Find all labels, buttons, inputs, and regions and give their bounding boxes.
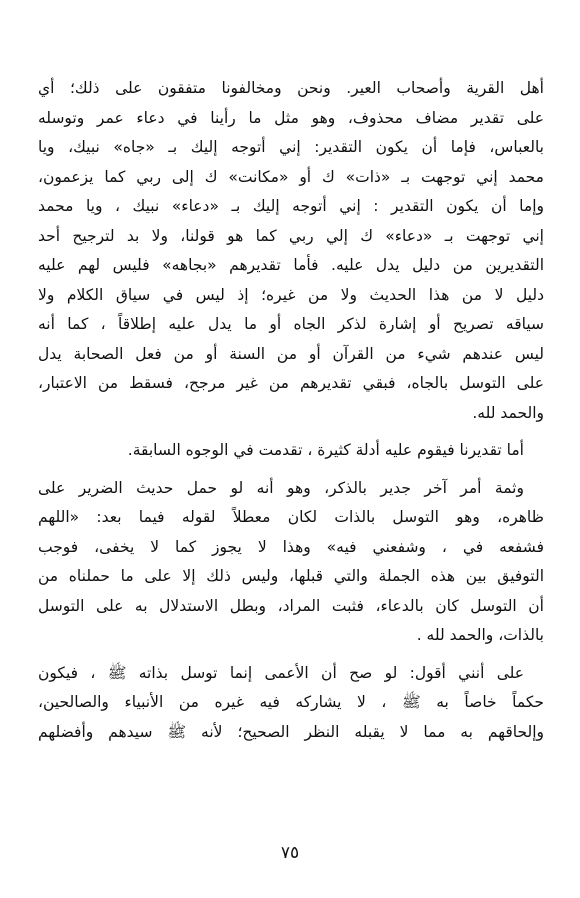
text-line: وإلحاقهم به مما لا يقبله النظر الصحيح؛ لأنه ﷺ سيدهم وأفضلهم: [38, 722, 544, 741]
text-line: إني توجهت بـ «دعاء» ك إلي ربي كما هو قولنا، ولا بد لترجيح أحد: [38, 226, 544, 245]
text-line: أما تقديرنا فيقوم عليه أدلة كثيرة ، تقدمت في الوجوه السابقة.: [127, 441, 524, 459]
text-line: أهل القرية وأصحاب العير. ونحن ومخالفونا متفقون على ذلك؛ أي: [38, 79, 544, 97]
text-line: والحمد لله.: [472, 403, 544, 422]
page-number: ٧٥: [280, 843, 300, 863]
paragraph-3: [38, 474, 544, 651]
text-line: بالذات، والحمد لله .: [416, 626, 544, 644]
text-line: دليل لا من هذا الحديث ولا من غيره؛ إذ ليس في سياق الكلام ولا: [38, 285, 544, 304]
text-line: وإما أن يكون التقدير : إني أتوجه إليك بـ «دعاء» نبيك ، ويا محمد: [38, 197, 544, 215]
paragraph-2: [38, 436, 544, 466]
text-line: وثمة أمر آخر جدير بالذكر، وهو أنه لو حمل حديث الضرير على: [38, 478, 524, 497]
text-line: حكماً خاصاً به ﷺ ، لا يشاركه فيه غيره من الأنبياء والصالحين،: [38, 693, 544, 711]
text-line: أن التوسل كان بالدعاء، فثبت المراد، وبطل الاستدلال به على التوسل: [38, 596, 544, 615]
text-line: التقديرين من دليل يدل عليه. فأما تقديرهم «بجاهه» فليس لهم عليه: [38, 256, 544, 274]
text-line: ليس عندهم شيء من القرآن أو من السنة أو من فعل الصحابة يدل: [38, 344, 544, 363]
text-line: ظاهره، وهو التوسل بالذات لكان معطلاً لقوله فيما بعد: «اللهم: [38, 508, 544, 526]
text-line: التوفيق بين هذه الجملة والتي قبلها، وليس ذلك إلا على ما حملناه من: [38, 567, 544, 585]
text-line: على أنني أقول: لو صح أن الأعمى إنما توسل بذاته ﷺ ، فيكون: [38, 663, 524, 682]
text-line: سياقه تصريح أو إشارة لذكر الجاه أو ما يدل عليه إطلاقاً ، كما أنه: [38, 315, 544, 333]
page-body: [38, 74, 544, 755]
text-line: فشفعه في ، وشفعني فيه» وهذا لا يجوز كما لا يخفى، فوجب: [38, 537, 544, 556]
paragraph-1: [38, 74, 544, 428]
text-line: على التوسل بالجاه، فبقي تقديرهم من غير مرجح، فسقط من الاعتبار،: [38, 374, 544, 392]
paragraph-4: [38, 659, 544, 748]
text-line: على تقدير مضاف محذوف، وهو مثل ما رأينا في دعاء عمر وتوسله: [38, 108, 544, 127]
text-line: بالعباس، فإما أن يكون التقدير: إني أتوجه إليك بـ «جاه» نبيك، ويا: [38, 138, 544, 156]
text-line: محمد إني توجهت بـ «ذات» ك أو «مكانت» ك إلى ربي كما يزعمون،: [38, 167, 544, 186]
